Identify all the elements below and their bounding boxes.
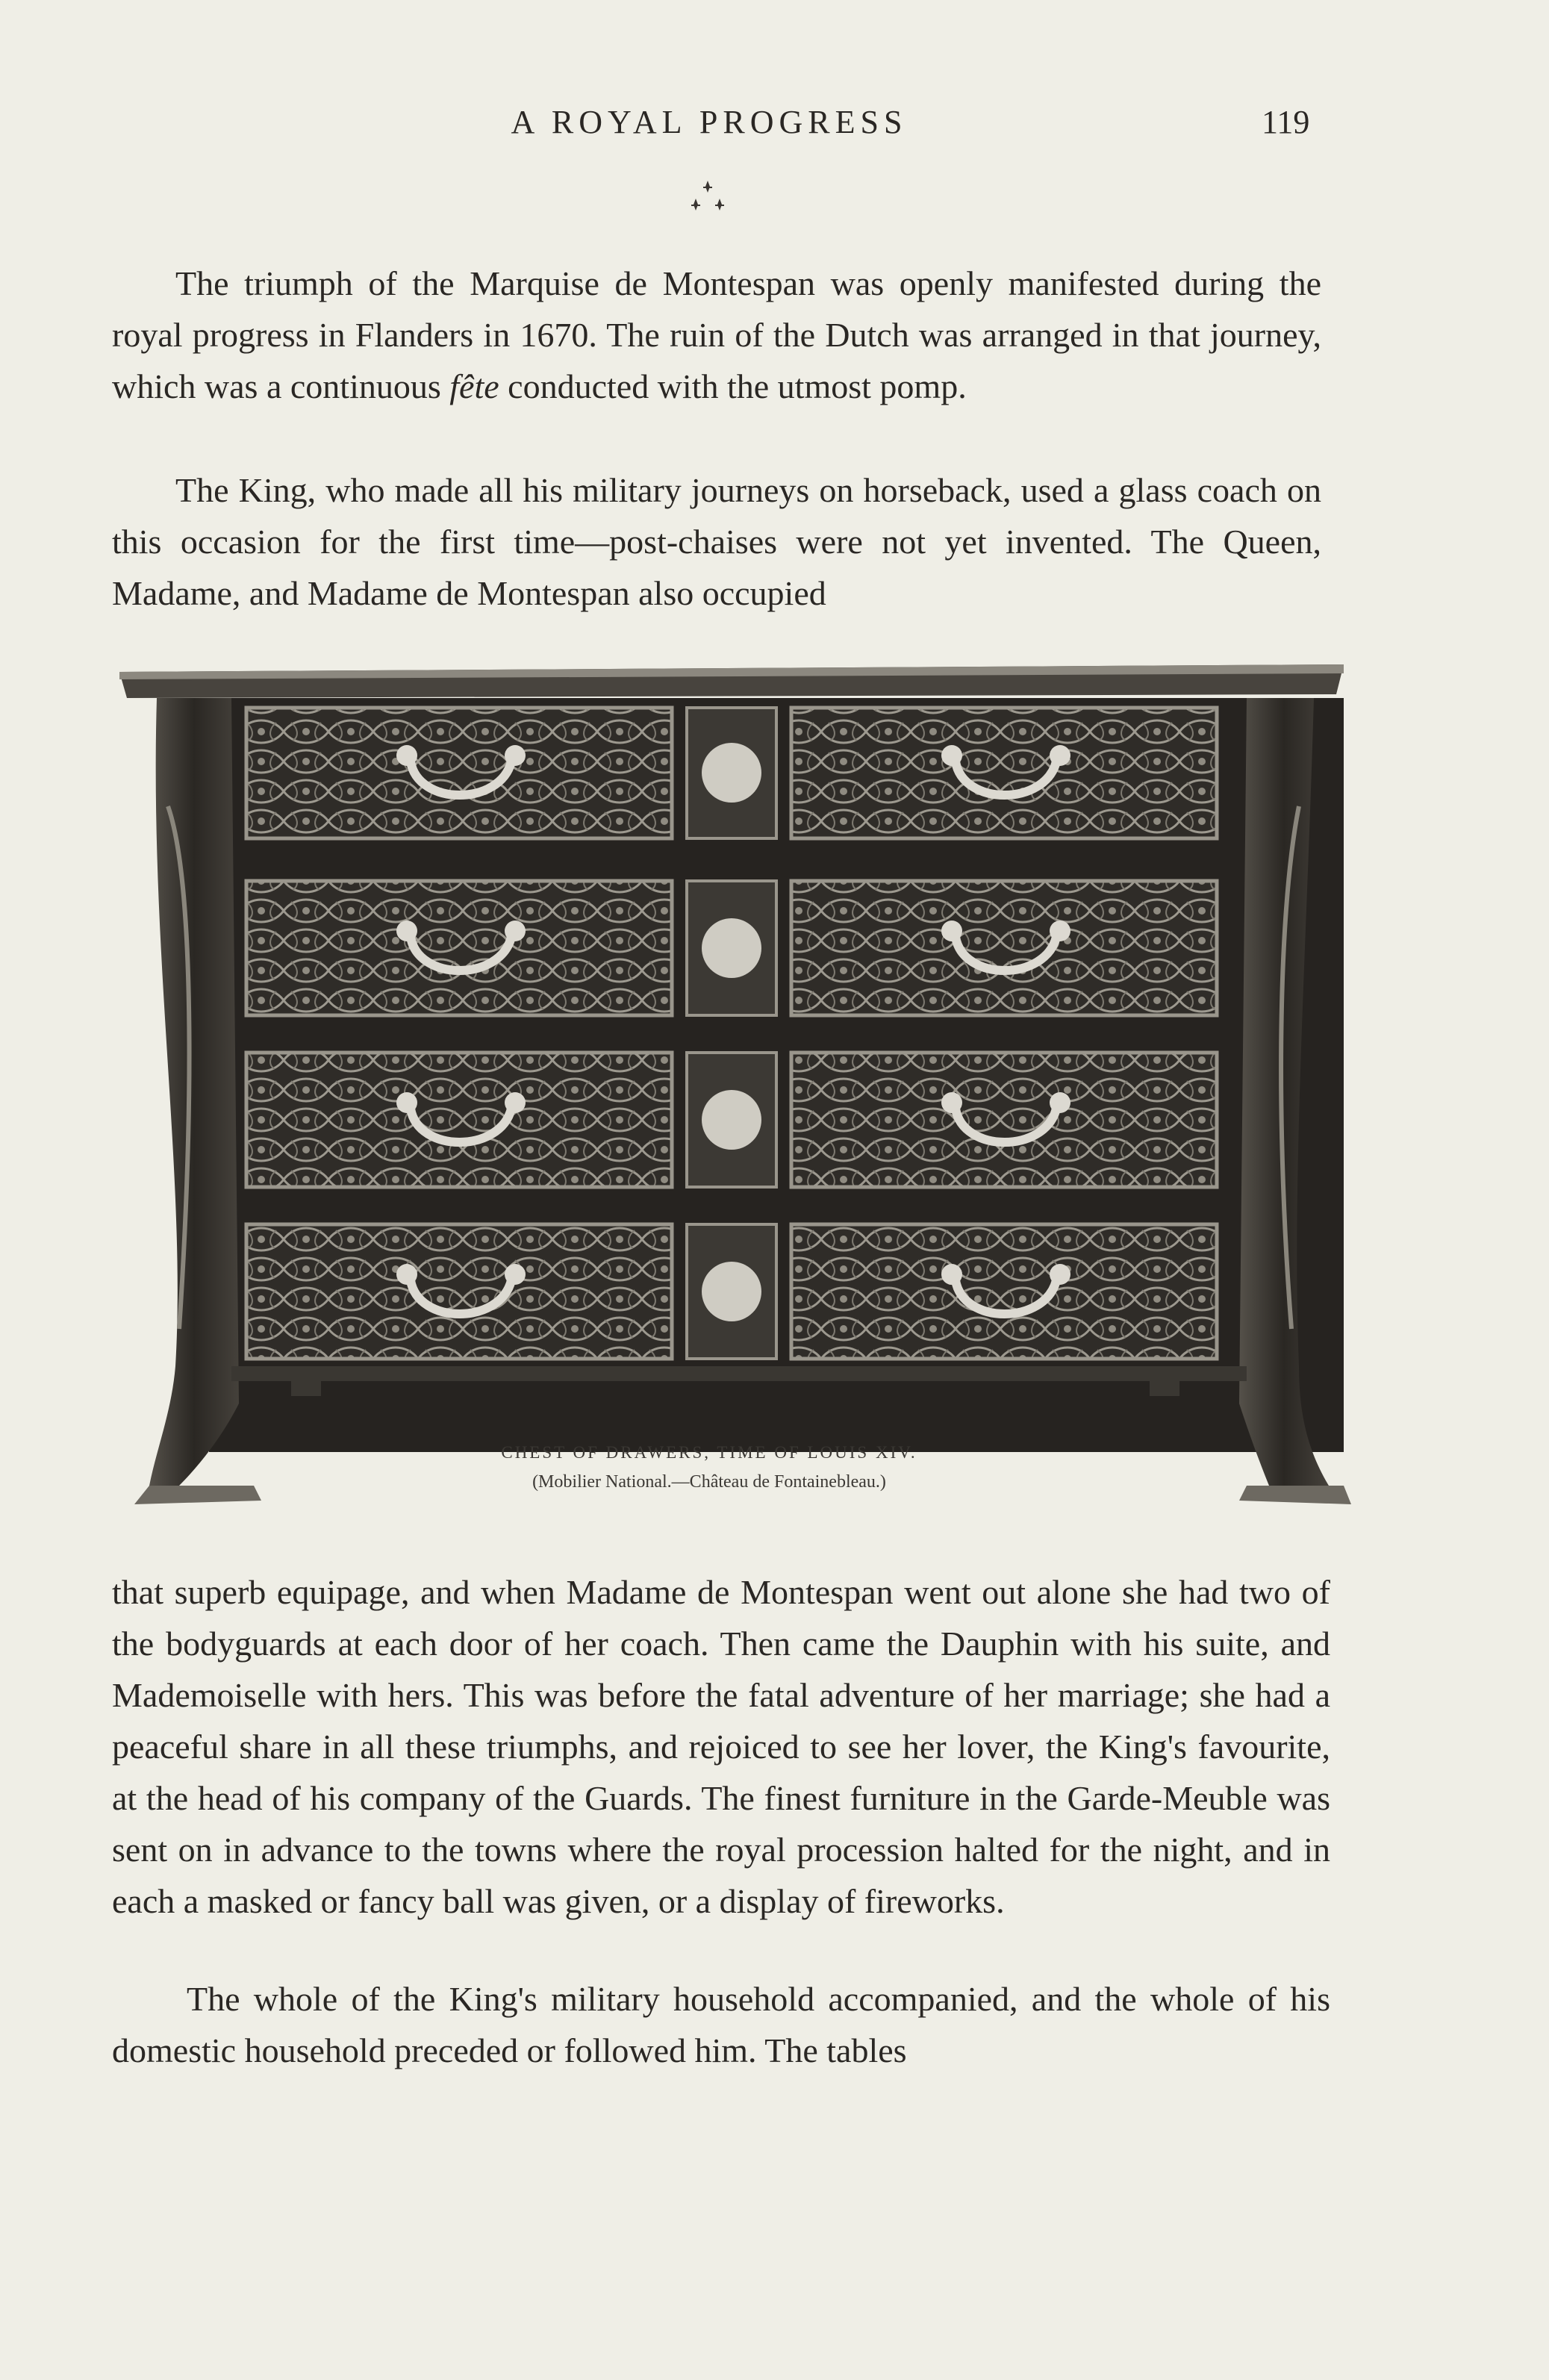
figure-caption-title: CHEST OF DRAWERS, TIME OF LOUIS XIV. [501, 1443, 917, 1462]
chest-illustration-svg [105, 657, 1359, 1523]
paragraph-glass-coach: The King, who made all his military journeys on horseback, used a glass coach on this occasion for the first time—post-chaises were not yet invented. The Queen, Madame, and Madame de Montespan also occupied [112, 471, 1321, 612]
paragraph-equipage: that superb equipage, and when Madame de Montespan went out alone she had two of the bodyguards at each door of her coach. Then came the Dauphin with his suite, and Mademoiselle with hers. This was before the fatal adventure of her marriage; she had a peaceful share in all these triumphs, and rejoiced to see her lover, the King's favourite, at the head of his company of the Guards. The finest furniture in the Garde-Meuble was sent on in advance to the towns where the royal procession halted for the night, and in each a masked or fancy ball was given, or a display of fireworks. [112, 1573, 1330, 1920]
running-head [0, 103, 1549, 148]
chest-of-drawers-illustration [105, 657, 1359, 1523]
figure-caption-source: (Mobilier National.—Château de Fontainebleau.) [532, 1472, 886, 1492]
fleuron-icon [685, 178, 730, 222]
paragraph-triumph [112, 258, 1321, 412]
paragraph-text: conducted with the utmost pomp. [499, 367, 967, 405]
paragraph-household: The whole of the King's military household accompanied, and the whole of his domestic household preceded or followed him. The tables [112, 1980, 1330, 2069]
running-title: A ROYAL PROGRESS [511, 104, 908, 140]
paragraph-text: The triumph of the Marquise de Montespan was openly manifested during the royal progress in Flanders in 1670. The ruin of the Dutch was arranged in that journey, which was a continuous [112, 264, 1321, 405]
page-number: 119 [1262, 104, 1310, 140]
italic-word: fête [449, 367, 499, 405]
